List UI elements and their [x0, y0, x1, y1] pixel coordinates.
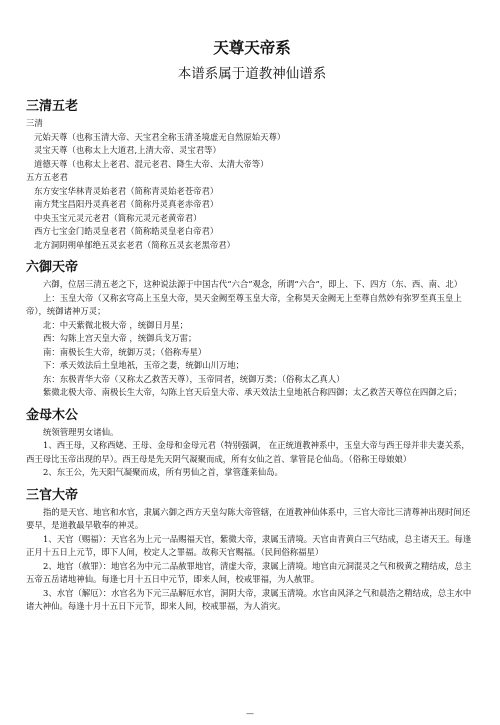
liuyu-direction: 南：南极长生大帝，统御万灵；（俗称寿星）: [43, 346, 207, 357]
sanqing-item: 灵宝天尊（也称太上大道君,上清大帝、灵宝君等）: [34, 145, 221, 155]
liuyu-direction: 西：勾陈上宫天皇大帝 ，统御兵戈万雷；: [43, 333, 197, 343]
section-heading-liuyu: 六御天帝: [26, 260, 79, 275]
section-heading-sanqing: 三清五老: [26, 99, 79, 114]
wulao-item: 东方安宝华林青灵始老君（简称青灵始老苍帝君）: [34, 185, 219, 196]
wulao-item: 南方梵宝昌阳丹灵真老君（简称丹灵真老赤帝君）: [34, 199, 219, 209]
sanqing-item: 元始天尊（也称玉清大帝、天宝君全称玉清圣境虚无自然原始天尊）: [34, 131, 286, 142]
sanqing-item: 道德天尊（也称太上老君、混元老君、降生大帝、太清大帝等）: [34, 158, 269, 169]
liuyu-note: 紫微北极大帝、南极长生大帝，勾陈上宫天后皇大帝、承天效法土皇地祇合称四御；太乙救苦天尊位在四御之后；: [43, 387, 462, 397]
liuyu-direction: 下：承天效法后土皇地祇，玉帝之妻，统御山川万地；: [43, 360, 244, 370]
sanguan-paragraph: 1、天官（赐福）：天官名为上元一品赐福天官，紫微大帝，隶属玉清境。天官由青黄白三气结成，总主诸天王。每逢正月十五日上元节，即下人间，校定人之罪福。故称天官赐福。（民间俗称福星）: [26, 533, 472, 557]
subheading-wulao: 五方五老君: [26, 172, 68, 182]
liuyu-direction: 北：中天紫微北极大帝 ，统御日月星；: [43, 319, 189, 330]
wulao-item: 中央玉宝元灵元老君（简称元灵元老黄帝君）: [34, 212, 202, 223]
sanguan-intro: 指的是天官、地官和水官，隶属六御之西方天皇勾陈大帝管辖，在道教神仙体系中，三官大帝比三清尊神出现时间还要早，是道教最早敬奉的神灵。: [26, 506, 471, 530]
jinmu-paragraph: 1、西王母，又称西姥、王母、金母和金母元君（特别强调， 在正统道教神系中，玉皇大帝与西王母并非夫妻关系，西王母比玉帝出现的早）。西王母是先天阴气凝聚而成，所有女仙之首、掌管昆仑仙岛。（俗称王母娘娘）: [26, 440, 470, 464]
sanguan-paragraph: 2、地官（赦罪）：地官名为中元二品赦罪地官，清虚大帝，隶属上清境。地官由元洞混灵之气和极黄之精结成，总主五帝五岳诸地神仙。每逢七月十五日中元节，即来人间，校戒罪福，为人赦罪。: [26, 560, 472, 584]
page-subtitle: 本谱系属于道教神仙谱系: [177, 66, 327, 82]
sanguan-paragraph: 3、水官（解厄）：水官名为下元三品解厄水官，洞阴大帝，隶属玉清境。水官由风泽之气和晨浩之精结成，总主水中诸大神仙。每逢十月十五日下元节，即来人间，校戒罪福，为人消灾。: [26, 587, 472, 611]
liuyu-direction: 东：东极青华大帝（又称太乙救苦天尊），玉帝同者，统御万类；（俗称太乙真人）: [43, 373, 345, 384]
section-heading-sanguan: 三官大帝: [26, 487, 79, 503]
wulao-item: 北方洞阴朔单郁绝五灵玄老君（简称五灵玄老黑帝君）: [34, 239, 235, 250]
section-heading-jinmu: 金母木公: [26, 407, 79, 423]
jinmu-intro: 统领管理男女诸仙。: [43, 426, 119, 437]
page-title: 天尊天帝系: [213, 38, 291, 57]
liuyu-shang: 上：玉皇大帝（又称玄穹高上玉皇大帝，昊天金阙至尊玉皇大帝，全称昊天金阙无上至尊自然妙有弥罗至真玉皇上帝），统御诸神万灵；: [26, 292, 462, 316]
subheading-sanqing: 三清: [26, 118, 43, 128]
jinmu-paragraph: 2、东王公，先天阳气凝聚而成，所有男仙之首，掌管蓬莱仙岛。: [43, 467, 283, 477]
liuyu-intro: 六御，位居三清五老之下，这种说法源于中国古代“六合”观念，所谓“六合”，即上、下、四方（东、西、南、北）: [43, 279, 463, 289]
page-number: —: [246, 709, 254, 718]
wulao-item: 西方七宝金门皓灵皇老君（简称皓灵皇老白帝君）: [34, 226, 219, 236]
